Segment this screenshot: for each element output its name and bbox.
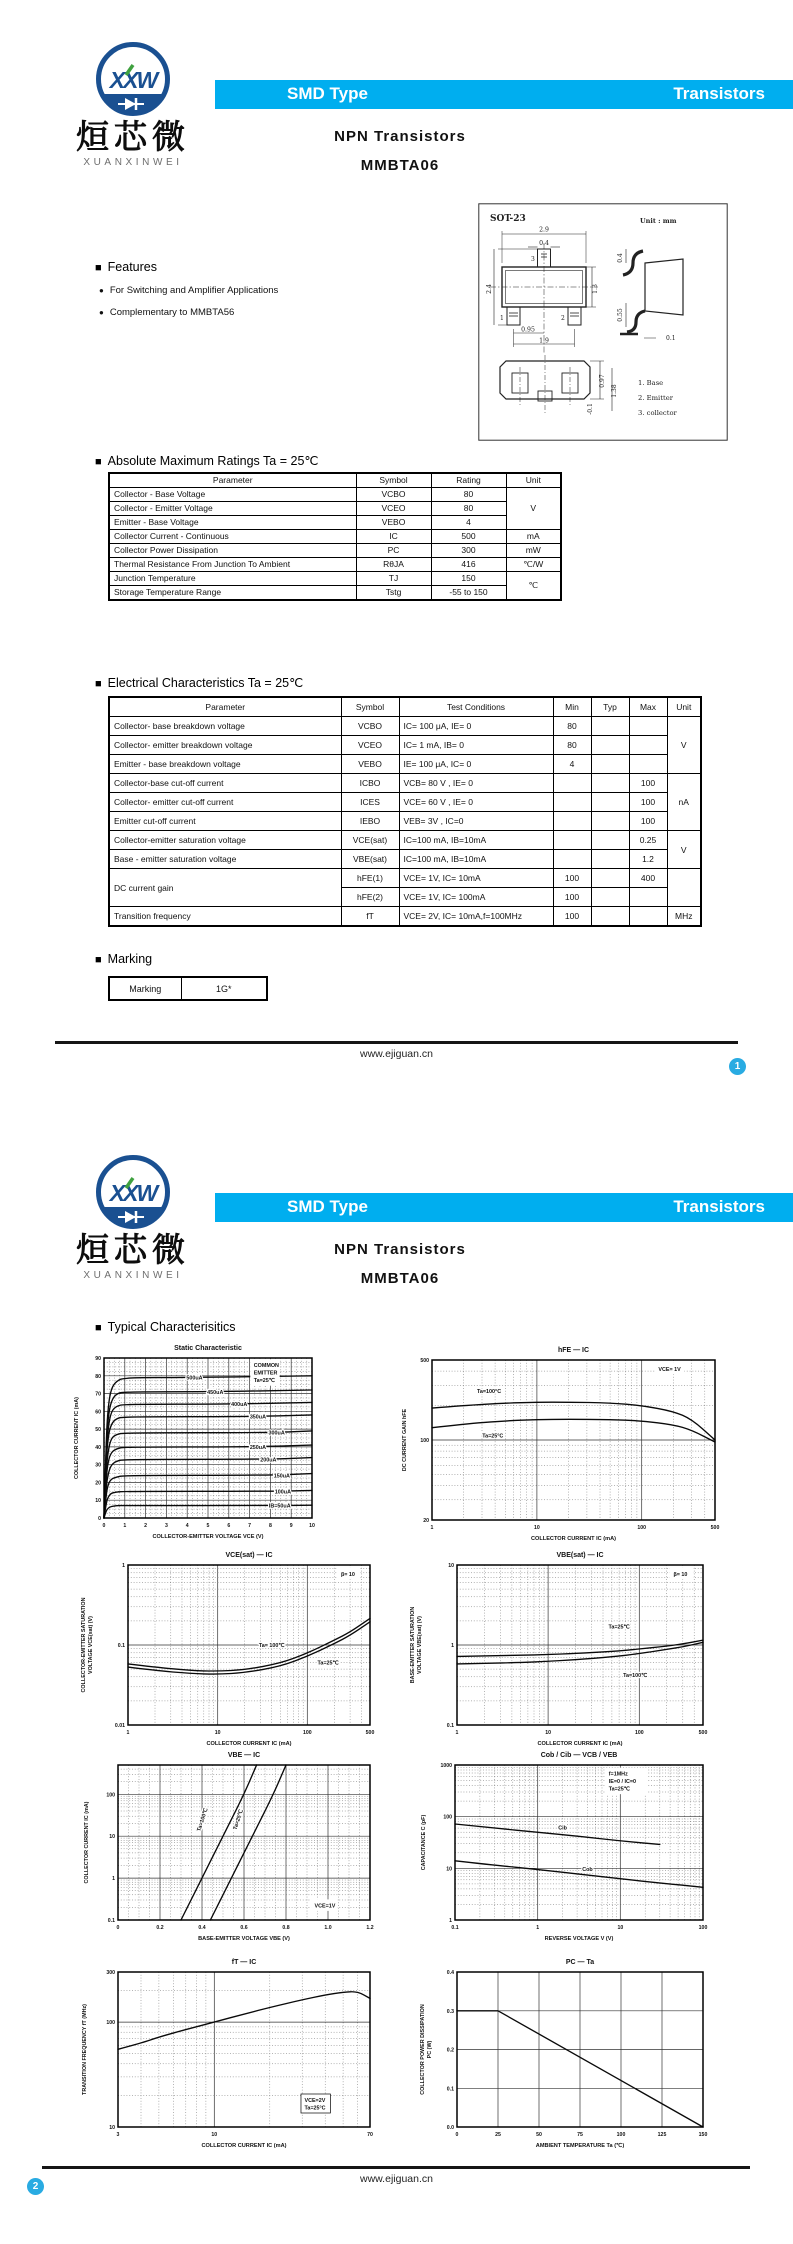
table-row: Collector- emitter cut-off current ICES VCE= 60 V , IE= 0 100 [109, 793, 701, 812]
svg-text:Ta=25°C: Ta=25°C [304, 2105, 326, 2112]
svg-text:1: 1 [126, 1730, 130, 1736]
svg-text:CAPACITANCE C (pF): CAPACITANCE C (pF) [421, 1814, 427, 1871]
svg-text:10: 10 [448, 1563, 454, 1569]
footer-divider [42, 2166, 750, 2169]
svg-text:COMMON: COMMON [253, 1363, 279, 1370]
svg-text:10: 10 [617, 1925, 624, 1931]
svg-text:COLLECTOR-EMITTER VOLTAGE VC: COLLECTOR-EMITTER VOLTAGE VCE (V) [152, 1534, 264, 1540]
svg-text:TRANSITION FREQUENCY fT (M: TRANSITION FREQUENCY fT (MHz) [82, 2004, 88, 2095]
marking-heading: ■ Marking [95, 952, 153, 966]
svg-text:COLLECTOR CURRENT IC (mA): COLLECTOR CURRENT IC (mA) [84, 1801, 90, 1884]
svg-text:2: 2 [144, 1523, 148, 1529]
elec-table [108, 696, 702, 927]
svg-text:1000: 1000 [440, 1763, 452, 1769]
footer-url[interactable]: www.ejiguan.cn [360, 1048, 433, 1060]
feature-item: ● Complementary to MMBTA56 [99, 307, 235, 318]
dim-label: 0.95 [521, 326, 535, 334]
chart-base-emitter-voltage [62, 1750, 392, 1952]
svg-text:hFE — IC: hFE — IC [557, 1347, 590, 1354]
page-title: NPN Transistors [334, 1241, 466, 1258]
footer-divider [55, 1041, 738, 1044]
svg-text:VOLTAGE VBE(sat) (V): VOLTAGE VBE(sat) (V) [417, 1616, 423, 1674]
svg-text:100: 100 [106, 1792, 115, 1799]
svg-text:100: 100 [302, 1730, 312, 1736]
svg-text:70: 70 [367, 2132, 373, 2138]
logo-circle-icon [96, 1155, 170, 1229]
svg-text:0.6: 0.6 [240, 1925, 248, 1931]
brand-name-en: XUANXINWEI [83, 157, 183, 168]
brand-name-cn: 烜芯微 [76, 1231, 190, 1268]
svg-text:Cib: Cib [558, 1825, 567, 1832]
svg-text:500: 500 [365, 1730, 375, 1736]
logo-circle-icon [96, 42, 170, 116]
package-name: SOT-23 [490, 214, 526, 224]
svg-text:500uA: 500uA [186, 1375, 203, 1382]
table-header-row: Parameter Symbol Test Conditions Min Typ Max Unit [109, 697, 701, 717]
svg-text:20: 20 [95, 1480, 101, 1487]
svg-text:COLLECTOR CURRENT IC (mA): COLLECTOR CURRENT IC (mA) [201, 2143, 287, 2149]
svg-text:1: 1 [451, 1643, 454, 1649]
svg-text:400uA: 400uA [231, 1402, 248, 1409]
dot-bullet-icon: ● [99, 308, 104, 317]
brand-name-cn: 烜芯微 [76, 118, 190, 155]
package-drawing [478, 203, 728, 441]
table-row: Storage Temperature Range Tstg -55 to 150 [109, 586, 561, 601]
svg-text:0.2: 0.2 [156, 1925, 164, 1931]
svg-text:0: 0 [116, 1925, 120, 1931]
chart-vbe-saturation [393, 1548, 723, 1748]
table-row: Collector Power Dissipation PC 300 mW [109, 544, 561, 558]
svg-text:300: 300 [106, 1970, 115, 1976]
svg-text:1.2: 1.2 [366, 1925, 374, 1931]
svg-text:IB=50uA: IB=50uA [268, 1503, 291, 1510]
svg-text:100: 100 [420, 1438, 429, 1444]
svg-text:1: 1 [536, 1925, 540, 1931]
svg-text:50: 50 [536, 2132, 542, 2138]
pin-label: 1. Base [638, 379, 664, 387]
svg-text:0.1: 0.1 [446, 1723, 454, 1729]
svg-text:250uA: 250uA [249, 1444, 267, 1451]
svg-text:350uA: 350uA [249, 1414, 267, 1421]
svg-text:Cob / Cib — VCB / VEB: Cob / Cib — VCB / VEB [540, 1752, 618, 1759]
svg-text:1: 1 [455, 1730, 459, 1736]
svg-text:COLLECTOR CURRENT IC (mA): COLLECTOR CURRENT IC (mA) [74, 1397, 80, 1479]
svg-text:100: 100 [698, 1925, 708, 1931]
svg-text:VCE=2V: VCE=2V [304, 2098, 326, 2104]
svg-text:150: 150 [698, 2132, 708, 2138]
svg-text:PC — Ta: PC — Ta [565, 1959, 595, 1966]
part-number: MMBTA06 [360, 157, 440, 174]
svg-text:30: 30 [95, 1462, 101, 1469]
svg-text:100: 100 [616, 2132, 626, 2138]
pin-number: 1 [500, 315, 504, 322]
svg-text:BASE-EMITTER VOLTAGE VBE (: BASE-EMITTER VOLTAGE VBE (V) [198, 1936, 290, 1942]
svg-text:10: 10 [95, 1498, 101, 1505]
square-bullet-icon: ■ [95, 678, 102, 690]
table-row: Marking 1G* [109, 977, 267, 1000]
dim-label: 0.4 [617, 253, 624, 263]
abs-max-table [108, 472, 562, 601]
svg-text:COLLECTOR-EMITTER SATURATION: COLLECTOR-EMITTER SATURATION [81, 1597, 87, 1693]
dim-label: 0.1 [666, 335, 676, 342]
table-row: Transition frequency fT VCE= 2V, IC= 10mA,f=100MHz 100 MHz [109, 907, 701, 927]
svg-text:7: 7 [248, 1523, 252, 1529]
svg-text:500: 500 [698, 1730, 708, 1736]
svg-text:0: 0 [102, 1523, 106, 1529]
footer-url[interactable]: www.ejiguan.cn [360, 2173, 433, 2185]
svg-text:0.1: 0.1 [446, 2086, 454, 2093]
svg-text:VOLTAGE VCE(sat) (V): VOLTAGE VCE(sat) (V) [88, 1616, 94, 1674]
svg-text:9: 9 [289, 1523, 293, 1529]
svg-text:DC CURRENT GAIN hFE: DC CURRENT GAIN hFE [402, 1408, 408, 1472]
table-row: Base - emitter saturation voltage VBE(sat) IC=100 mA, IB=10mA 1.2 [109, 850, 701, 869]
dim-label: 2.9 [539, 226, 549, 234]
svg-text:β= 10: β= 10 [673, 1571, 688, 1578]
dim-label: 2.4 [486, 284, 493, 294]
typical-heading: ■ Typical Characterisitics [95, 1320, 236, 1334]
elec-heading: ■ Electrical Characteristics Ta = 25℃ [95, 676, 304, 690]
svg-text:5: 5 [206, 1523, 210, 1529]
svg-text:0.4: 0.4 [198, 1925, 206, 1931]
marking-code: 1G* [181, 977, 267, 1000]
svg-text:PC (W): PC (W) [427, 2040, 433, 2059]
chart-power-dissipation [393, 1956, 723, 2162]
chart-transition-frequency [62, 1956, 392, 2162]
svg-text:100: 100 [637, 1525, 647, 1531]
svg-text:500: 500 [710, 1525, 720, 1531]
svg-text:EMITTER: EMITTER [253, 1370, 278, 1377]
chart-capacitance [393, 1750, 723, 1952]
brand-name-en: XUANXINWEI [83, 1270, 183, 1281]
brand-logo [72, 1155, 194, 1281]
svg-text:100: 100 [106, 2020, 115, 2027]
svg-text:1: 1 [430, 1525, 434, 1531]
svg-text:COLLECTOR CURRENT IC (mA): COLLECTOR CURRENT IC (mA) [530, 1536, 617, 1542]
svg-text:50: 50 [95, 1427, 101, 1434]
svg-text:10: 10 [109, 1834, 115, 1841]
svg-text:β= 10: β= 10 [340, 1571, 355, 1578]
square-bullet-icon: ■ [95, 1322, 102, 1334]
svg-text:0.0: 0.0 [446, 2125, 454, 2131]
svg-text:60: 60 [95, 1409, 101, 1416]
svg-text:VCE=1V: VCE=1V [314, 1903, 336, 1910]
svg-text:0.1: 0.1 [451, 1925, 459, 1931]
header-bar [215, 80, 793, 109]
pin-label: 3. collector [638, 409, 677, 417]
svg-text:40: 40 [95, 1444, 101, 1451]
table-row: Collector- base breakdown voltage VCBO IC= 100 μA, IE= 0 80 V [109, 717, 701, 736]
page-number-badge: 2 [27, 2178, 44, 2195]
brand-logo [72, 42, 194, 168]
table-row: Junction Temperature TJ 150 ℃ [109, 572, 561, 586]
svg-text:fT — IC: fT — IC [231, 1959, 257, 1966]
svg-text:Static Characteristic: Static Characteristic [174, 1345, 242, 1352]
svg-text:200uA: 200uA [260, 1457, 277, 1464]
svg-text:100uA: 100uA [274, 1489, 291, 1496]
header-bar-left-label: SMD Type [287, 1197, 368, 1216]
table-row: Collector Current - Continuous IC 500 mA [109, 530, 561, 544]
square-bullet-icon: ■ [95, 262, 102, 274]
svg-text:0.01: 0.01 [114, 1723, 125, 1729]
svg-text:Ta= 100℃: Ta= 100℃ [258, 1643, 285, 1649]
svg-text:Ta=25℃: Ta=25℃ [232, 1808, 245, 1831]
svg-text:AMBIENT TEMPERATURE Ta (℃): AMBIENT TEMPERATURE Ta (℃) [535, 2143, 625, 2149]
svg-text:10: 10 [545, 1730, 552, 1736]
svg-text:COLLECTOR POWER DISSIPATION: COLLECTOR POWER DISSIPATION [420, 2004, 426, 2095]
svg-text:10: 10 [214, 1730, 221, 1736]
svg-text:COLLECTOR CURRENT IC (mA): COLLECTOR CURRENT IC (mA) [206, 1741, 292, 1747]
svg-text:10: 10 [446, 1866, 452, 1873]
svg-text:0: 0 [455, 2132, 459, 2138]
svg-text:1: 1 [123, 1523, 127, 1529]
svg-text:20: 20 [423, 1518, 429, 1524]
table-row: Thermal Resistance From Junction To Ambient RθJA 416 ℃/W [109, 558, 561, 572]
dim-label: 0.4 [539, 240, 549, 247]
svg-text:VCE= 1V: VCE= 1V [658, 1366, 681, 1373]
svg-text:80: 80 [95, 1373, 101, 1380]
svg-text:10: 10 [109, 2125, 115, 2131]
page-number-badge: 1 [729, 1058, 746, 1075]
square-bullet-icon: ■ [95, 954, 102, 966]
chart-static-characteristic [60, 1336, 322, 1552]
package-unit: Unit : mm [640, 217, 677, 225]
svg-text:75: 75 [577, 2132, 583, 2138]
svg-text:Ta=25°C: Ta=25°C [482, 1433, 504, 1440]
chart-dc-current-gain [390, 1336, 722, 1552]
svg-text:100: 100 [443, 1814, 452, 1821]
svg-text:Ta=25℃: Ta=25℃ [608, 1786, 630, 1793]
svg-text:90: 90 [95, 1356, 101, 1362]
svg-text:500: 500 [420, 1358, 429, 1364]
table-row: DC current gain hFE(1) VCE= 1V, IC= 10mA 100 400 [109, 869, 701, 888]
table-row: Collector - Base Voltage VCBO 80 V [109, 488, 561, 502]
table-row: Collector- emitter breakdown voltage VCEO IC= 1 mA, IB= 0 80 [109, 736, 701, 755]
svg-text:450uA: 450uA [207, 1389, 224, 1396]
table-row: Collector - Emitter Voltage VCEO 80 [109, 502, 561, 516]
abs-max-heading: ■ Absolute Maximum Ratings Ta = 25℃ [95, 454, 319, 468]
svg-text:Ta=100°C: Ta=100°C [477, 1388, 502, 1395]
svg-text:0.4: 0.4 [446, 1970, 454, 1976]
table-header-row: Parameter Symbol Rating Unit [109, 473, 561, 488]
svg-text:Ta=25℃: Ta=25℃ [608, 1624, 630, 1631]
svg-text:IE=0 / IC=0: IE=0 / IC=0 [608, 1779, 637, 1786]
chart-vce-saturation [62, 1548, 392, 1748]
svg-text:6: 6 [227, 1523, 231, 1529]
dim-label: 1.3 [592, 284, 599, 294]
svg-text:125: 125 [657, 2132, 667, 2138]
svg-text:10: 10 [309, 1523, 315, 1529]
svg-text:Ta=100℃: Ta=100℃ [623, 1673, 648, 1680]
feature-item: ● For Switching and Amplifier Applications [99, 285, 279, 296]
dim-label: 0.55 [617, 308, 624, 322]
svg-text:150uA: 150uA [273, 1473, 290, 1480]
svg-text:REVERSE VOLTAGE V (V): REVERSE VOLTAGE V (V) [544, 1936, 614, 1942]
svg-text:0.3: 0.3 [446, 2008, 454, 2015]
dim-label: -0.1 [587, 403, 594, 415]
svg-text:10: 10 [533, 1525, 540, 1531]
pin-number: 3 [531, 256, 535, 263]
header-bar-right-label: Transistors [673, 1197, 765, 1216]
svg-text:VBE(sat) — IC: VBE(sat) — IC [556, 1552, 604, 1559]
svg-text:300uA: 300uA [268, 1430, 285, 1437]
svg-text:VCE(sat) — IC: VCE(sat) — IC [225, 1552, 273, 1559]
svg-text:VBE — IC: VBE — IC [227, 1752, 261, 1759]
svg-text:3: 3 [164, 1523, 168, 1529]
svg-text:8: 8 [268, 1523, 272, 1529]
dot-bullet-icon: ● [99, 286, 104, 295]
square-bullet-icon: ■ [95, 456, 102, 468]
table-row: Collector-base cut-off current ICBO VCB= 80 V , IE= 0 100 nA [109, 774, 701, 793]
pin-number: 2 [561, 315, 565, 322]
svg-text:0.1: 0.1 [107, 1918, 115, 1924]
svg-text:4: 4 [185, 1523, 189, 1529]
svg-text:70: 70 [95, 1391, 101, 1398]
svg-text:3: 3 [116, 2132, 120, 2138]
svg-text:Ta=25℃: Ta=25℃ [253, 1378, 275, 1385]
header-bar [215, 1193, 793, 1222]
svg-text:1.0: 1.0 [324, 1925, 332, 1931]
svg-text:0.8: 0.8 [282, 1925, 290, 1931]
dim-label: 1.38 [611, 384, 618, 398]
svg-text:COLLECTOR CURRENT IC (mA): COLLECTOR CURRENT IC (mA) [537, 1741, 623, 1747]
svg-text:0: 0 [98, 1516, 101, 1522]
dim-label: 0.97 [599, 374, 606, 388]
table-row: Emitter - base breakdown voltage VEBO IE= 100 μA, IC= 0 4 [109, 755, 701, 774]
table-row: Emitter cut-off current IEBO VEB= 3V , IC=0 100 [109, 812, 701, 831]
svg-text:BASE-EMITTER SATURATION: BASE-EMITTER SATURATION [410, 1606, 416, 1684]
table-row: Collector-emitter saturation voltage VCE(sat) IC=100 mA, IB=10mA 0.25 V [109, 831, 701, 850]
pin-label: 2. Emitter [638, 394, 673, 402]
svg-text:100: 100 [634, 1730, 644, 1736]
svg-text:XXW: XXW [109, 67, 157, 93]
header-bar-right-label: Transistors [673, 84, 765, 103]
page-title: NPN Transistors [334, 128, 466, 145]
svg-text:0.1: 0.1 [117, 1643, 125, 1649]
svg-text:0.2: 0.2 [446, 2047, 454, 2054]
svg-text:Cob: Cob [582, 1866, 593, 1873]
svg-text:Ta=100℃: Ta=100℃ [196, 1807, 210, 1833]
svg-text:1: 1 [112, 1876, 115, 1883]
table-row: Emitter - Base Voltage VEBO 4 [109, 516, 561, 530]
svg-text:f=1MHz: f=1MHz [608, 1771, 628, 1778]
marking-table [108, 976, 268, 1001]
part-number: MMBTA06 [360, 1270, 440, 1287]
table-row: hFE(2) VCE= 1V, IC= 100mA 100 [109, 888, 701, 907]
svg-text:XXW: XXW [109, 1180, 157, 1206]
svg-text:1: 1 [122, 1563, 125, 1569]
svg-text:1: 1 [449, 1918, 452, 1924]
header-bar-left-label: SMD Type [287, 84, 368, 103]
svg-text:25: 25 [495, 2132, 501, 2138]
svg-text:Ta=25℃: Ta=25℃ [317, 1660, 339, 1667]
dim-label: 1.9 [539, 337, 549, 345]
svg-text:10: 10 [211, 2132, 218, 2138]
features-heading: ■ Features [95, 260, 157, 274]
